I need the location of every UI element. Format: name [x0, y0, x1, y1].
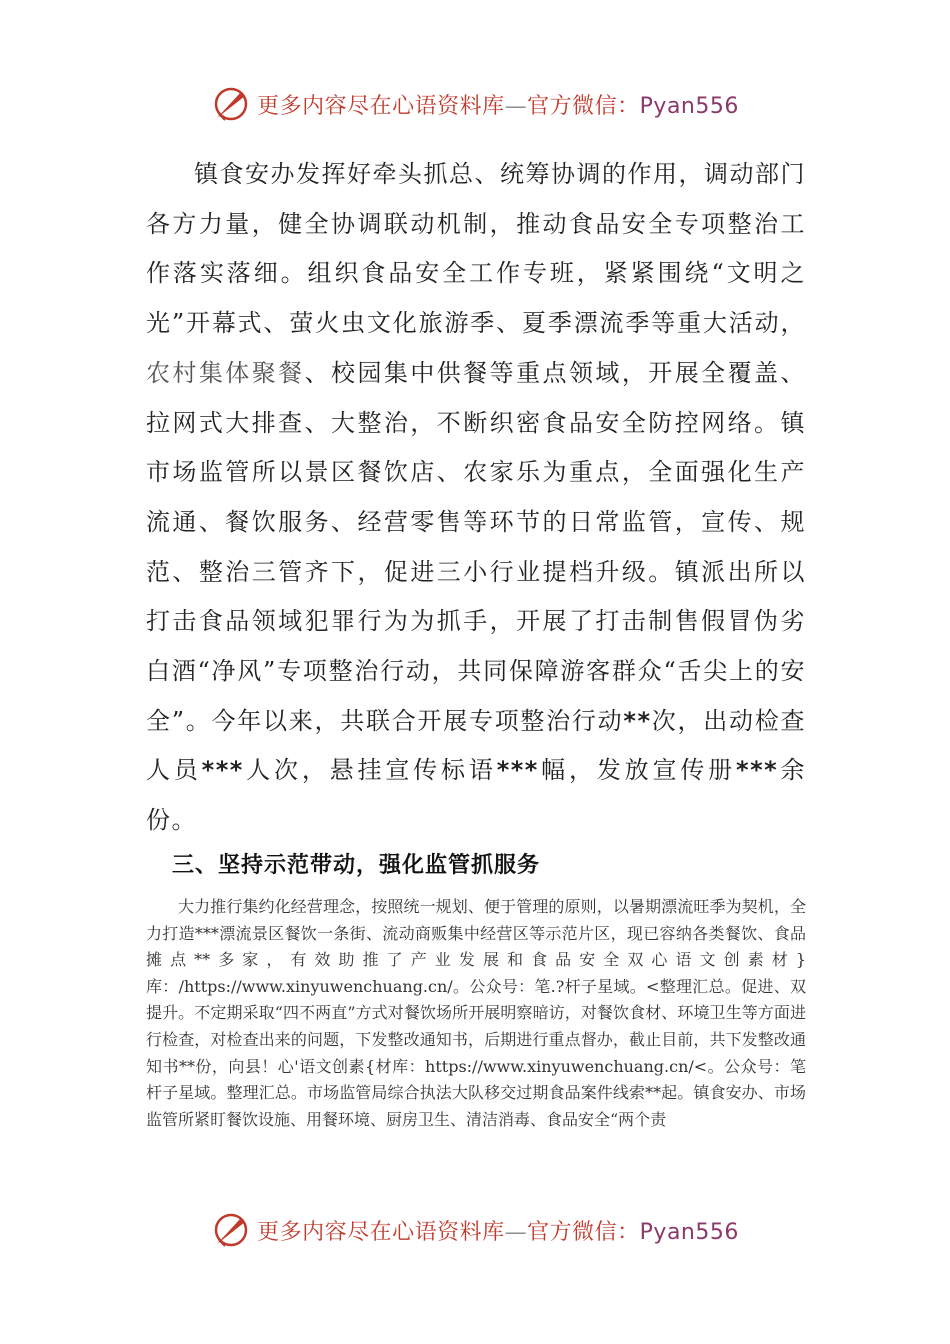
section-heading: 三、坚持示范带动，强化监管抓服务 — [172, 853, 541, 878]
banner-text: 更多内容尽在心语资料库—官方微信：Pyan556 — [257, 1219, 739, 1245]
header-banner — [0, 82, 950, 126]
quill-logo-icon — [211, 1210, 251, 1250]
banner-text: 更多内容尽在心语资料库—官方微信：Pyan556 — [257, 93, 739, 119]
small-paragraph: 大力推行集约化经营理念，按照统一规划、便于管理的原则，以暑期漂流旺季为契机，全力打造***漂流景区餐饮一条街、流动商贩集中经营区等示范片区，现已容纳各类餐饮、食品摊点**多家，有效助推了产业发展和食品安全双心语文创素材}库：/https://www.xinyuwenchuang.cn/。公众号：笔.?杆子星域。<整理汇总。促进、双提升。不定期采取“四不两直”方式对餐饮场所开展明察暗访，对餐饮食材、环境卫生等方面进行检查，对检查出来的问题，下发整改通知书，后期进行重点督办，截止目前，共下发整改通知书**份，向县！心'语文创素{材库：https://www.xinyuwenchuang.cn/<。公众号：笔杆子星域。整理汇总。市场监管局综合执法大队移交过期食品案件线索**起。镇食安办、市场监管所紧盯餐饮设施、用餐环境、厨房卫生、清洁消毒、食品安全“两个责 — [146, 897, 806, 1129]
body-paragraph: 镇食安办发挥好牵头抓总、统筹协调的作用，调动部门各方力量，健全协调联动机制，推动食品安全专项整治工作落实落细。组织食品安全工作专班，紧紧围绕“文明之光”开幕式、萤火虫文化旅游季、夏季漂流季等重大活动，农村集体聚餐、校园集中供餐等重点领域，开展全覆盖、拉网式大排查、大整治，不断织密食品安全防控网络。镇市场监管所以景区餐饮店、农家乐为重点，全面强化生产流通、餐饮服务、经营零售等环节的日常监管，宣传、规范、整治三管齐下，促进三小行业提档升级。镇派出所以打击食品领域犯罪行为为抓手，开展了打击制售假冒伪劣白酒“净风”专项整治行动，共同保障游客群众“舌尖上的安全”。今年以来，共联合开展专项整治行动**次，出动检查人员***人次，悬挂宣传标语***幅，发放宣传册***余份。 — [146, 160, 807, 835]
quill-logo-icon — [211, 84, 251, 124]
footer-banner — [0, 1208, 950, 1252]
